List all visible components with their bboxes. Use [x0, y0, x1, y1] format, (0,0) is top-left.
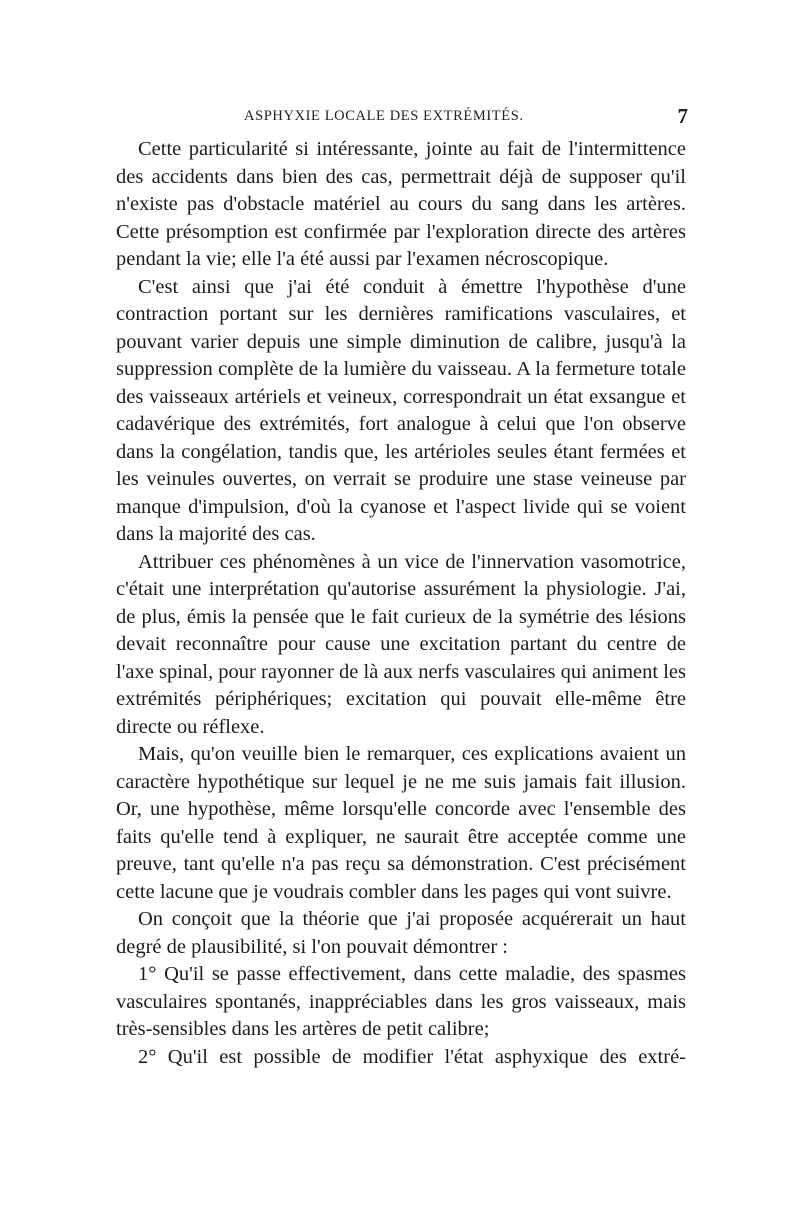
paragraph: Mais, qu'on veuille bien le remarquer, ces explications avaient un caractère hypothétique sur lequel je ne me suis jamais fait illusion. Or, une hypothèse, même lorsqu'elle concorde avec l'ensemble des faits qu'elle tend à expliquer, ne saurait être acceptée comme une preuve, tant qu'elle n'a pas reçu sa démonstration. C'est précisément cette lacune que je voudrais combler dans les pages qui vont suivre. [116, 743, 686, 903]
body-text [116, 136, 686, 1071]
paragraph: C'est ainsi que j'ai été conduit à émettre l'hypothèse d'une contraction portant sur les dernières ramifications vasculaires, et pouvant varier depuis une simple diminution de calibre, jusqu'à la suppression complète de la lumière du vaisseau. A la fermeture totale des vaisseaux artériels et veineux, correspondrait un état exsangue et cadavérique des extrémités, fort analogue à celui que l'on observe dans la congélation, tandis que, les artérioles seules étant fermées et les veinules ouvertes, on verrait se produire une stase veineuse par manque d'impulsion, d'où la cyanose et l'aspect livide qui se voient dans la majorité des cas. [116, 275, 686, 545]
paragraph: Attribuer ces phénomènes à un vice de l'innervation vasomotrice, c'était une interprétation qu'autorise assurément la physiologie. J'ai, de plus, émis la pensée que le fait curieux de la symétrie des lésions devait reconnaître pour cause une excitation partant du centre de l'axe spinal, pour rayonner de là aux nerfs vasculaires qui animent les extrémités périphériques; excitation qui pouvait elle-même être directe ou réflexe. [116, 550, 686, 738]
paragraph: 1° Qu'il se passe effectivement, dans cette maladie, des spasmes vasculaires spontanés, inappréciables dans les gros vaisseaux, mais très-sensibles dans les artères de petit calibre; [116, 963, 686, 1040]
paragraph: 2° Qu'il est possible de modifier l'état asphyxique des extré- [138, 1045, 686, 1068]
page-number: 7 [677, 104, 688, 128]
paragraph: On conçoit que la théorie que j'ai proposée acquérerait un haut degré de plausibilité, si l'on pouvait démontrer : [116, 908, 686, 958]
running-head: ASPHYXIE LOCALE DES EXTRÉMITÉS. [244, 108, 524, 124]
paragraph: Cette particularité si intéressante, jointe au fait de l'intermittence des accidents dans bien des cas, permettrait déjà de supposer qu'il n'existe pas d'obstacle matériel au cours du sang dans les artères. Cette présomption est confirmée par l'exploration directe des artères pendant la vie; elle l'a été aussi par l'examen nécroscopique. [116, 138, 686, 270]
page-header [112, 106, 688, 130]
